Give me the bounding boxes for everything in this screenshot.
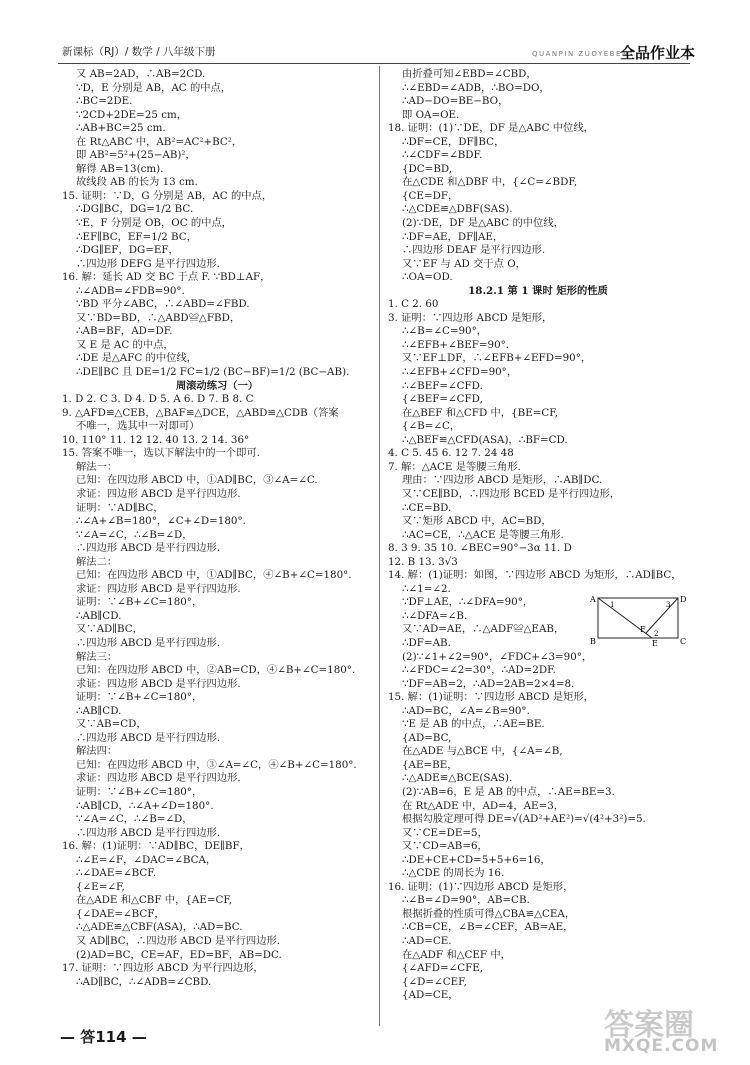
right-column-line: ∴∠DFA=∠B. <box>402 609 468 622</box>
right-column-line: {DC=BD, <box>402 162 453 175</box>
left-column-line: 又 E 是 AC 的中点， <box>76 338 174 351</box>
left-column-line: ∴四边形 DEFG 是平行四边形. <box>76 257 220 270</box>
rectangle-figure <box>590 592 690 648</box>
right-column-line: ∴∠B=∠D=90°，AB=CB. <box>402 894 530 907</box>
right-column-line: 根据勾股定理可得 DE=√(AD²+AE²)=√(4²+3²)=5. <box>402 813 646 826</box>
right-column-line: ∴∠CDF=∠BDF. <box>402 149 483 162</box>
right-column-line: 理由：∵四边形 ABCD 是矩形，∴AB∥DC. <box>402 474 603 487</box>
left-column-line: ∴四边形 ABCD 是平行四边形. <box>76 731 221 744</box>
right-column-line: 在△BEF 和△CFD 中，{BE=CF, <box>402 406 559 419</box>
right-column-line: ∴DF=AE，DF∥AE， <box>402 230 504 243</box>
right-column-line: ∴∠BEF=∠CFD. <box>402 379 483 392</box>
left-column-line: ∵∠A=∠C，∴∠B=∠D， <box>76 813 193 826</box>
left-column-line: 解法二： <box>76 555 118 568</box>
left-column-line: 17. 证明：∵四边形 ABCD 为平行四边形， <box>62 962 264 975</box>
right-column-line: {AD=CE， <box>402 989 459 1002</box>
left-column-line: ∴∠DAE=∠BCF. <box>76 867 157 880</box>
left-column-line: 求证：四边形 ABCD 是平行四边形. <box>76 677 241 690</box>
left-column-line: 证明：∵∠B+∠C=180°， <box>76 785 203 798</box>
figure-label-f: F <box>640 625 646 634</box>
left-column-line: 16. 解：(1)证明：∵AD∥BC，DE∥BF， <box>62 840 250 853</box>
right-column-line: 3. 证明：∵四边形 ABCD 是矩形， <box>388 311 553 324</box>
right-column <box>388 68 688 1003</box>
figure-label-b: B <box>590 637 596 646</box>
figure-label-2: 2 <box>654 630 659 638</box>
right-column-line: ∴DF=AB. <box>402 636 451 649</box>
right-column-line: ∴△BEF≌△CFD(ASA)，∴BF=CD. <box>402 433 568 446</box>
left-column-line: ∴AB+BC=25 cm. <box>76 122 166 135</box>
right-column-line: (2)∵DE，DF 是△ABC 的中位线， <box>402 217 564 230</box>
left-column-line: 在 Rt△ABC 中，AB²=AC²+BC²， <box>76 135 243 148</box>
right-column-line: 在△ADE 与△BCE 中，{∠A=∠B, <box>402 745 563 758</box>
left-column-line: 在△ADE 和△CBF 中，{AE=CF, <box>76 894 233 907</box>
left-column-line: 证明：∵∠B+∠C=180°， <box>76 596 203 609</box>
right-column-line: 7. 解：△ACE 是等腰三角形. <box>388 460 521 473</box>
left-column-line: ∵BD 平分∠ABC，∴∠ABD=∠FBD. <box>76 298 250 311</box>
right-column-line: {∠D=∠CEF, <box>402 975 467 988</box>
left-column-line: 不唯一，选其中一对即可） <box>76 420 200 433</box>
left-column-line: 故线段 AB 的长为 13 cm. <box>76 176 198 189</box>
right-column-line: 即 OA=OE. <box>402 108 460 121</box>
right-column-line: ∴AC=CE，∴△ACE 是等腰三角形. <box>402 528 564 541</box>
left-column-line: ∴DG∥BC，DG=1/2 BC. <box>76 203 194 216</box>
figure-label-e: E <box>652 639 658 648</box>
right-column-line: 根据折叠的性质可得△CBA≌△CEA， <box>402 907 576 920</box>
left-column-line: 已知：在四边形 ABCD 中，①AD∥BC，④∠B+∠C=180°. <box>76 569 352 582</box>
right-column-line: ∴∠EFB+∠BEF=90°. <box>402 338 510 351</box>
left-column-line: 解得 AB=13(cm). <box>76 162 164 175</box>
right-column-line: 在 Rt△ADE 中，AD=4，AE=3， <box>402 799 565 812</box>
left-column-line: 9. △AFD≌△CEB，△BAF≌△DCE，△ABD≌△CDB（答案 <box>62 406 339 419</box>
figure-label-1: 1 <box>610 601 615 609</box>
left-column-line: 16. 解：延长 AD 交 BC 于点 F. ∵BD⊥AF， <box>62 271 271 284</box>
right-column-line: ∴OA=OD. <box>402 271 453 284</box>
left-column-line: 求证：四边形 ABCD 是平行四边形. <box>76 487 241 500</box>
right-column-line: 18.2.1 第 1 课时 矩形的性质 <box>468 284 608 297</box>
left-column-line: ∴四边形 ABCD 是平行四边形. <box>76 542 221 555</box>
left-column-line: ∴AB∥CD. <box>76 704 122 717</box>
right-column-line: 在△ADF 和△CEF 中， <box>402 948 511 961</box>
left-column-line: 解法三： <box>76 650 118 663</box>
left-column-line: ∴∠ADB=∠FDB=90°. <box>76 284 185 297</box>
left-column-line: 1. D 2. C 3. D 4. D 5. A 6. D 7. B 8. C <box>62 393 254 406</box>
left-column-line: 解法四： <box>76 745 118 758</box>
figure-line-df <box>646 598 678 633</box>
right-column-line: ∴AD=CE. <box>402 935 452 947</box>
left-column-line: 又∵BD=BD，∴△ABD≌△FBD， <box>76 311 241 324</box>
left-column-line: ∴四边形 ABCD 是平行四边形. <box>76 826 221 839</box>
right-column-line: ∴AD−DO=BE−BO， <box>402 95 509 108</box>
left-column-line: ∵E，F 分别是 OB，OC 的中点， <box>76 217 233 230</box>
left-column-line: 周滚动练习（一） <box>175 379 259 392</box>
left-column-line: ∵D，E 分别是 AB，AC 的中点， <box>76 81 232 94</box>
left-column-line: 又 AB=2AD，∴AB=2CD. <box>76 68 206 80</box>
right-column-line: 又∵CD=AB=6， <box>402 840 488 853</box>
right-column-line: ∴△ADE≌△BCE(SAS). <box>402 772 513 785</box>
left-column-line: 10. 110° 11. 12 12. 40 13. 2 14. 36° <box>62 433 250 446</box>
left-column-line: 证明：∵AD∥BC， <box>76 501 164 514</box>
figure-label-c: C <box>680 637 687 646</box>
left-column-line: ∴AB∥CD，∴∠A+∠D=180°. <box>76 799 214 812</box>
left-column-line: ∵2CD+2DE=25 cm， <box>76 108 188 121</box>
right-column-line: 4. C 5. 45 6. 12 7. 24 48 <box>388 447 514 460</box>
left-column-line: (2)AD=BC，CE=AF，ED=BF，AB=DC. <box>76 948 282 961</box>
right-column-line: ∵DF=AB=2，∴AD=2AB=2×4=8. <box>402 677 575 690</box>
right-column-line: 1. C 2. 60 <box>388 298 439 311</box>
left-column-line: ∴∠E=∠F，∠DAC=∠BCA， <box>76 853 217 866</box>
right-column-line: {∠B=∠C， <box>402 420 461 433</box>
right-column-line: 由折叠可知∠EBD=∠CBD， <box>402 68 537 80</box>
right-column-line: ∴四边形 DEAF 是平行四边形. <box>402 244 546 257</box>
right-column-line: ∴∠1=∠2. <box>402 582 451 595</box>
right-column-line: ∴∠B=∠C=90°， <box>402 325 488 338</box>
right-column-line: ∴△CDE≌△DBF(SAS). <box>402 203 513 216</box>
figure-label-a: A <box>590 595 596 604</box>
left-column-line: ∴∠A+∠B=180°，∠C+∠D=180°. <box>76 515 246 528</box>
right-column-line: ∴DE+CE+CD=5+5+6=16， <box>402 853 551 866</box>
right-column-line: 又∵EF⊥DF，∴∠EFB+∠EFD=90°， <box>402 352 592 365</box>
left-column-line: 15. 证明：∵D，G 分别是 AB，AC 的中点， <box>62 189 273 202</box>
right-column-line: 12. B 13. 3√3 <box>388 555 458 568</box>
left-column-line: 已知：在四边形 ABCD 中，③∠A=∠C，④∠B+∠C=180°. <box>76 758 357 771</box>
right-column-line: ∵E 是 AB 的中点，∴AE=BE. <box>402 718 545 731</box>
left-column-line: {∠DAE=∠BCF， <box>76 907 165 920</box>
right-column-line: ∴∠EBD=∠ADB，∴BO=DO， <box>402 81 550 94</box>
watermark-logo: 答案圈 <box>604 1008 694 1043</box>
left-column-line: ∴△ADE≌△CBF(ASA)，∴AD=BC. <box>76 921 243 934</box>
left-column-line: 求证：四边形 ABCD 是平行四边形. <box>76 582 241 595</box>
right-column-line: ∴∠EFB+∠CFD=90°， <box>402 366 518 379</box>
right-column-line: ∴∠FDC=∠2=30°，∴AD=2DF. <box>402 664 556 677</box>
left-column-line: 解法一： <box>76 460 118 473</box>
right-column-line: 又∵CE∥BD，∴四边形 BCED 是平行四边形， <box>402 487 621 500</box>
right-column-line: {∠AFD=∠CFE, <box>402 962 484 975</box>
right-column-line: 又∵矩形 ABCD 中，AC=BD， <box>402 515 552 528</box>
left-column-line: {∠E=∠F, <box>76 880 125 893</box>
left-column-line: ∴DE∥BC 且 DE=1/2 FC=1/2 (BC−BF)=1/2 (BC−AB). <box>76 366 350 379</box>
right-column-line: 又∵CE=DE=5， <box>402 826 488 839</box>
left-column-line: ∵∠A=∠C，∴∠B=∠D， <box>76 528 193 541</box>
right-column-line: (2)∵∠1+∠2=90°，∠FDC+∠3=90°， <box>402 650 593 663</box>
right-column-line: {AE=BE， <box>402 758 458 771</box>
right-column-line: ∴CB=CE，∠B=∠CEF，AB=AE， <box>402 921 574 934</box>
left-column <box>62 68 372 989</box>
right-column-line: ∴AD=BC，∠A=∠B=90°. <box>402 704 530 717</box>
watermark-url: MXQE.COM <box>604 1036 719 1056</box>
left-column-line: 即 AB²=5²+(25−AB)²， <box>76 149 196 162</box>
left-column-line: ∴DE 是△AFC 的中位线， <box>76 352 198 365</box>
right-column-line: 又∵EF 与 AD 交于点 O， <box>402 257 526 270</box>
right-column-line: ∴DF=CE，DF∥BC， <box>402 135 505 148</box>
figure-label-3: 3 <box>666 601 671 609</box>
left-column-line: 又 AD∥BC，∴四边形 ABCD 是平行四边形. <box>76 935 281 947</box>
left-column-line: 又∵AD∥BC， <box>76 623 143 636</box>
right-column-line: ∴△CDE 的周长为 16. <box>402 867 505 880</box>
right-column-line: {∠BEF=∠CFD, <box>402 393 483 406</box>
left-column-line: 15. 答案不唯一，选以下解法中的一个即可. <box>62 447 260 460</box>
right-column-line: 8. 3 9. 35 10. ∠BEC=90°−3α 11. D <box>388 542 572 555</box>
left-column-line: ∴AB=BF，AD=DF. <box>76 325 173 338</box>
left-column-line: 已知：在四边形 ABCD 中，②AB=CD，④∠B+∠C=180°. <box>76 664 356 677</box>
right-column-line: (2)∵AB=6，E 是 AB 的中点，∴AE=BE=3. <box>402 785 615 798</box>
left-column-line: ∴AB∥CD. <box>76 609 122 622</box>
right-column-line: 18. 证明：(1)∵DE，DF 是△ABC 中位线， <box>388 122 594 135</box>
left-column-line: ∴四边形 ABCD 是平行四边形. <box>76 636 221 649</box>
right-column-line: ∵DF⊥AE，∴∠DFA=90°， <box>402 596 534 609</box>
right-column-line: 16. 证明：(1)∵四边形 ABCD 是矩形， <box>388 880 574 893</box>
right-column-line: ∴CE=BD. <box>402 501 452 514</box>
left-column-line: ∴EF∥BC，EF=1/2 BC， <box>76 230 197 243</box>
page-header <box>0 0 750 66</box>
right-column-line: 又∵AD=AE，∴△ADF≌△EAB， <box>402 623 565 636</box>
left-column-line: 已知：在四边形 ABCD 中，①AD∥BC，③∠A=∠C. <box>76 474 318 487</box>
left-column-line: 又∵AB=CD， <box>76 718 147 731</box>
right-column-line: {CE=DF， <box>402 189 459 202</box>
right-column-line: 在△CDE 和△DBF 中，{∠C=∠BDF, <box>402 176 578 189</box>
left-column-line: ∴DG∥EF，DG=EF， <box>76 244 179 257</box>
right-column-line: 14. 解：(1)证明：如图，∵四边形 ABCD 为矩形，∴AD∥BC， <box>388 569 682 582</box>
right-column-line: 15. 解：(1)证明：∵四边形 ABCD 是矩形， <box>388 691 594 704</box>
header-rule <box>58 63 690 64</box>
header-course: 新课标（RJ）/ 数学 / 八年级下册 <box>62 46 216 58</box>
column-divider <box>379 66 380 1026</box>
header-brand: 全品作业本 <box>620 44 696 62</box>
left-column-line: ∴BC=2DE. <box>76 95 133 108</box>
left-column-line: 证明：∵∠B+∠C=180°， <box>76 691 203 704</box>
figure-label-d: D <box>680 595 687 604</box>
page-number: — 答114 — <box>60 1028 147 1046</box>
header-pinyin: QUANPIN ZUOYEBEN <box>532 50 629 58</box>
left-column-line: 求证：四边形 ABCD 是平行四边形. <box>76 772 241 785</box>
right-column-line: {AD=BC, <box>402 731 452 744</box>
left-column-line: ∴AD∥BC，∴∠ADB=∠CBD. <box>76 975 212 988</box>
